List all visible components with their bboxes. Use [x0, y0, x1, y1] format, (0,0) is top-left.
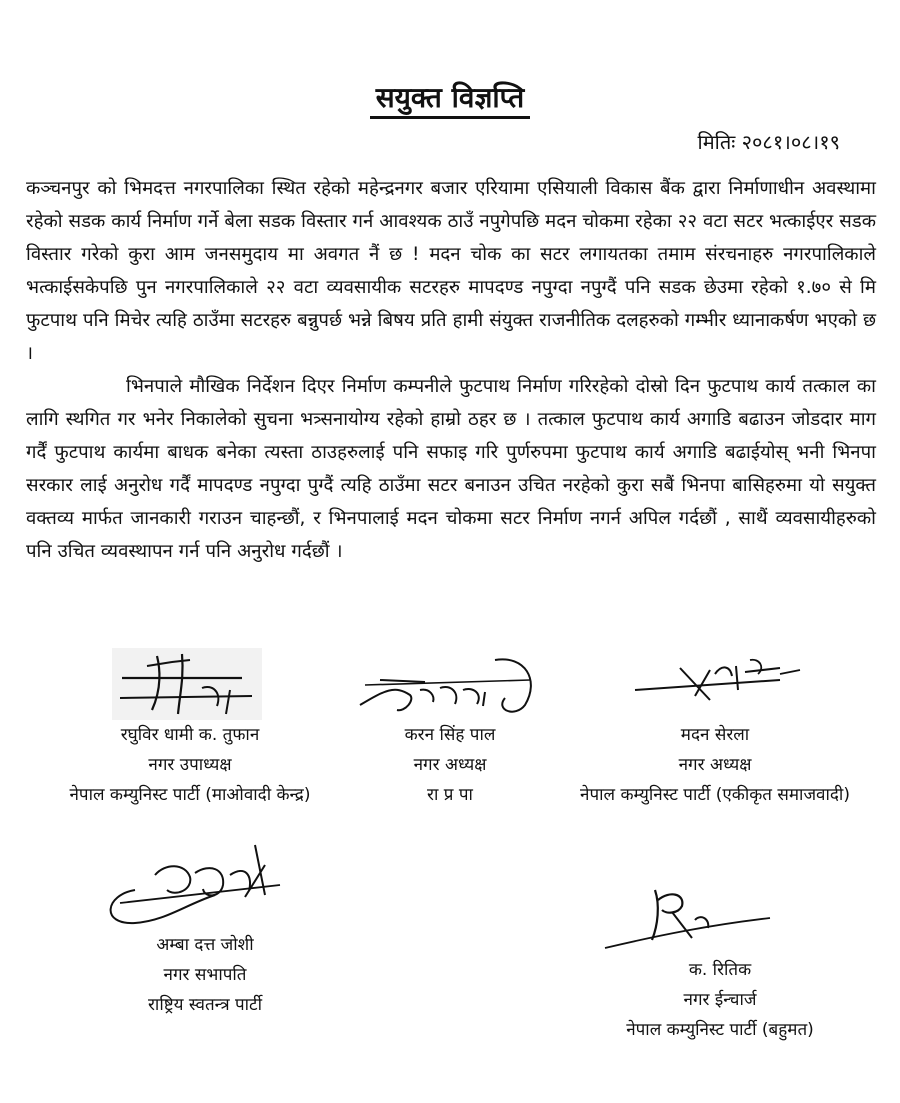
paragraph-1: कञ्चनपुर को भिमदत्त नगरपालिका स्थित रहेको महेन्द्रनगर बजार एरियामा एसियाली विकास बैंक द्वारा निर्माणाधीन अवस्थामा रहेको सडक कार्य निर्माण गर्ने बेला सडक विस्तार गर्न आवश्यक ठाउँ नपुगेपछि मदन चोकमा रहेका २२ वटा सटर भत्काईएर सडक विस्तार गरेको कुरा आम जनसमुदाय मा अवगत नैं छ ! मदन चोक का सटर लगायतका तमाम संरचनाहरु नगरपालिकाले भत्काईसकेपछि पुन नगरपालिकाले २२ वटा व्यवसायीक सटरहरु मापदण्ड नपुग्दा नपुग्दैं पनि सडक छेउमा रहेको १.७० से मि फुटपाथ पनि मिचेर त्यहि ठाउँमा सटरहरु बन्नुपर्छ भन्ने बिषय प्रति हामी संयुक्त राजनीतिक दलहरुको गम्भीर ध्यानाकर्षण भएको छ ।: [26, 178, 876, 364]
signatory-4-name: अम्बा दत्त जोशी: [156, 935, 254, 955]
signatory-5: [570, 955, 870, 1045]
signatory-4-position: नगर सभापति: [163, 965, 247, 985]
paragraph-2: भिनपाले मौखिक निर्देशन दिएर निर्माण कम्पनीले फुटपाथ निर्माण गरिरहेको दोस्रो दिन फुटपाथ कार्य तत्काल का लागि स्थगित गर भनेर निकालेको सुचना भत्र्सनायोग्य रहेको हाम्रो ठहर छ । तत्काल फुटपाथ कार्य अगाडि बढाउन जोडदार माग गर्दैं फुटपाथ कार्यमा बाधक बनेका त्यस्ता ठाउहरुलाई पनि सफाइ गरि पुर्णरुपमा फुटपाथ कार्य अगाडि बढाईयोस् भनी भिनपा सरकार लाई अनुरोध गर्दैं मापदण्ड नपुग्दा पुग्दैं त्यहि ठाउँमा सटर बनाउन उचित नरहेको कुरा सबैं भिनपा बासिहरुमा यो सयुक्त वक्तव्य मार्फत जानकारी गराउन चाहन्छौं, र भिनपालाई मदन चोकमा सटर निर्माण नगर्न अपिल गर्दछौं , साथैं व्यवसायीहरुको पनि उचित व्यवस्थापन गर्न पनि अनुरोध गर्दछौं ।: [26, 376, 876, 562]
signature-4-handwriting: [95, 835, 295, 935]
document-title: [0, 78, 900, 116]
signature-3-handwriting: [630, 650, 810, 710]
signatory-1-name: रघुविर धामी क. तुफान: [120, 725, 260, 745]
signature-2-handwriting: [355, 650, 555, 725]
signatory-1-position: नगर उपाध्यक्ष: [148, 755, 232, 775]
signature-5-handwriting: [600, 880, 780, 955]
signatory-4-party: राष्ट्रिय स्वतन्त्र पार्टी: [147, 995, 263, 1015]
signatory-2: [320, 720, 580, 810]
document-date: मितिः २०८१।०८।१९: [697, 130, 840, 154]
signatory-5-name: क. रितिक: [688, 960, 752, 980]
signatory-5-position: नगर ईन्चार्ज: [683, 990, 757, 1010]
signatory-2-party: रा प्र पा: [427, 785, 473, 805]
signatory-3-position: नगर अध्यक्ष: [678, 755, 752, 775]
signatory-1: [40, 720, 340, 810]
signatory-3-name: मदन सेरला: [680, 725, 750, 745]
signatory-3: [545, 720, 885, 810]
signatory-3-party: नेपाल कम्युनिस्ट पार्टी (एकीकृत समाजवादी): [580, 785, 850, 805]
document-title-text: सयुक्त विज्ञप्ति: [370, 81, 531, 119]
signatory-5-party: नेपाल कम्युनिस्ट पार्टी (बहुमत): [626, 1020, 814, 1040]
signatory-2-name: करन सिंह पाल: [404, 725, 496, 745]
statement-body: [26, 172, 876, 568]
signatory-1-party: नेपाल कम्युनिस्ट पार्टी (माओवादी केन्द्र): [69, 785, 311, 805]
signatory-4: [85, 930, 325, 1020]
signatory-2-position: नगर अध्यक्ष: [413, 755, 487, 775]
signature-1-handwriting: [112, 648, 262, 720]
